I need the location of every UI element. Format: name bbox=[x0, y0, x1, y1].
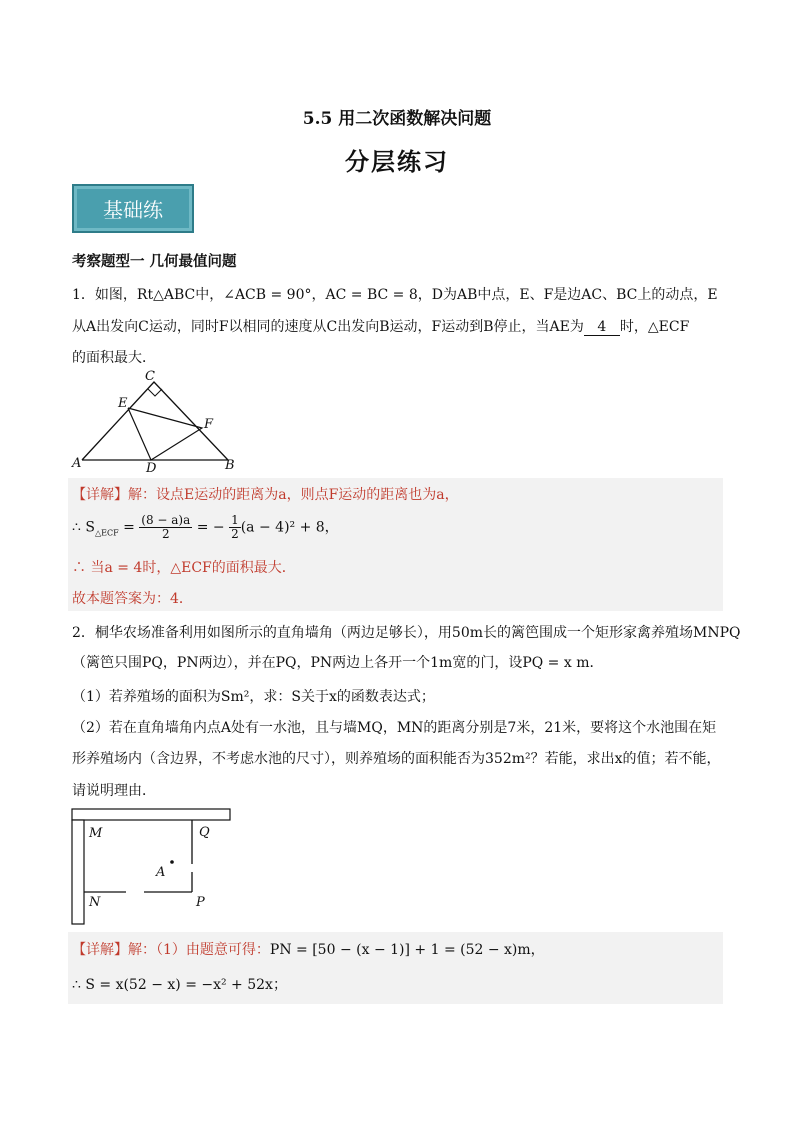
sol2-line-1 bbox=[72, 939, 545, 959]
label-E: E bbox=[118, 396, 128, 411]
q2-line-1: 2．桐华农场准备利用如图所示的直角墙角（两边足够长），用50m长的篱笆围成一个矩形家禽养殖场MNPQ bbox=[72, 625, 741, 641]
label-M: M bbox=[89, 826, 103, 841]
label-N: N bbox=[89, 895, 101, 910]
q2-line-2: （篱笆只围PQ，PN两边），并在PQ，PN两边上各开一个1m宽的门，设PQ = x m． bbox=[72, 655, 604, 671]
sol1-fraction-1 bbox=[139, 514, 192, 541]
q1-line-1: 1．如图，Rt△ABC中，∠ACB = 90°，AC = BC = 8，D为AB中点，E、F是边AC、BC上的动点，E bbox=[72, 287, 718, 303]
sol1-formula-end: (a − 4)² + 8， bbox=[240, 519, 339, 536]
left-wall bbox=[72, 820, 84, 924]
q1-answer-blank: 4 bbox=[584, 319, 620, 336]
top-wall bbox=[72, 809, 230, 820]
sol1-line-2 bbox=[72, 514, 339, 541]
sol1-fraction-2-den: 2 bbox=[231, 527, 239, 541]
triangle-figure bbox=[68, 366, 248, 476]
right-angle-mark bbox=[148, 389, 162, 396]
label-A2: A bbox=[156, 865, 166, 880]
label-D: D bbox=[146, 461, 157, 476]
sol2-text-1: 解：（1）由题意可得： bbox=[128, 942, 270, 958]
sol1-fraction-2-num: 1 bbox=[231, 513, 239, 527]
sol1-formula-eq: = bbox=[118, 519, 140, 536]
q2-part-1: （1）若养殖场的面积为Sm²，求：S关于x的函数表达式； bbox=[72, 689, 435, 705]
sol1-line-4: 故本题答案为：4． bbox=[72, 591, 193, 607]
q2-part-2-line-1: （2）若在直角墙角内点A处有一水池，且与墙MQ，MN的距离分别是7米，21米，要将这个水池围在矩 bbox=[72, 720, 717, 736]
sol1-formula-sub: △ECF bbox=[94, 528, 119, 538]
sol1-tag: 【详解】 bbox=[72, 487, 128, 503]
document-subtitle: 分层练习 bbox=[345, 147, 449, 176]
q1-line-2 bbox=[72, 316, 689, 336]
q2-part-2-line-2: 形养殖场内（含边界，不考虑水池的尺寸），则养殖场的面积能否为352m²？若能，求出x的值；若不能， bbox=[72, 751, 721, 767]
q2-part-2-line-3: 请说明理由． bbox=[72, 783, 156, 799]
label-P: P bbox=[196, 895, 205, 910]
section-heading: 考察题型一 几何最值问题 bbox=[72, 253, 237, 270]
pond-point bbox=[170, 860, 174, 864]
q1-line-3: 的面积最大． bbox=[72, 350, 156, 366]
sol2-formula-1: PN = [50 − (x − 1)] + 1 = (52 − x)m， bbox=[269, 942, 545, 958]
level-badge: 基础练 bbox=[72, 184, 194, 233]
solution-1-panel bbox=[68, 478, 723, 611]
sol1-fraction-1-den: 2 bbox=[161, 527, 170, 541]
sol2-tag: 【详解】 bbox=[72, 942, 128, 958]
label-F: F bbox=[204, 417, 214, 432]
sol1-fraction-1-num: (8 − a)a bbox=[141, 513, 191, 527]
sol1-formula-mid: = − bbox=[192, 519, 230, 536]
farm-figure bbox=[68, 806, 238, 930]
solution-2-panel bbox=[68, 932, 723, 1004]
sol1-text-1: 解：设点E运动的距离为a，则点F运动的距离也为a， bbox=[128, 487, 459, 503]
sol2-line-2: ∴ S = x(52 − x) = −x² + 52x； bbox=[72, 977, 287, 993]
q1-line-2-start: 从A出发向C运动，同时F以相同的速度从C出发向B运动，F运动到B停止，当AE为 bbox=[72, 319, 584, 335]
label-C: C bbox=[145, 369, 155, 384]
label-Q: Q bbox=[199, 825, 210, 840]
triangle-edf bbox=[128, 408, 202, 460]
q1-line-2-end: 时，△ECF bbox=[619, 319, 690, 335]
sol1-line-3: ∴ 当a = 4时，△ECF的面积最大． bbox=[72, 560, 296, 576]
sol1-formula-prefix: ∴ S bbox=[72, 519, 95, 536]
label-B: B bbox=[225, 458, 235, 473]
sol1-fraction-2 bbox=[229, 514, 241, 541]
label-A: A bbox=[72, 456, 82, 471]
document-title: 5.5 用二次函数解决问题 bbox=[302, 109, 492, 129]
sol1-line-1 bbox=[72, 484, 459, 504]
